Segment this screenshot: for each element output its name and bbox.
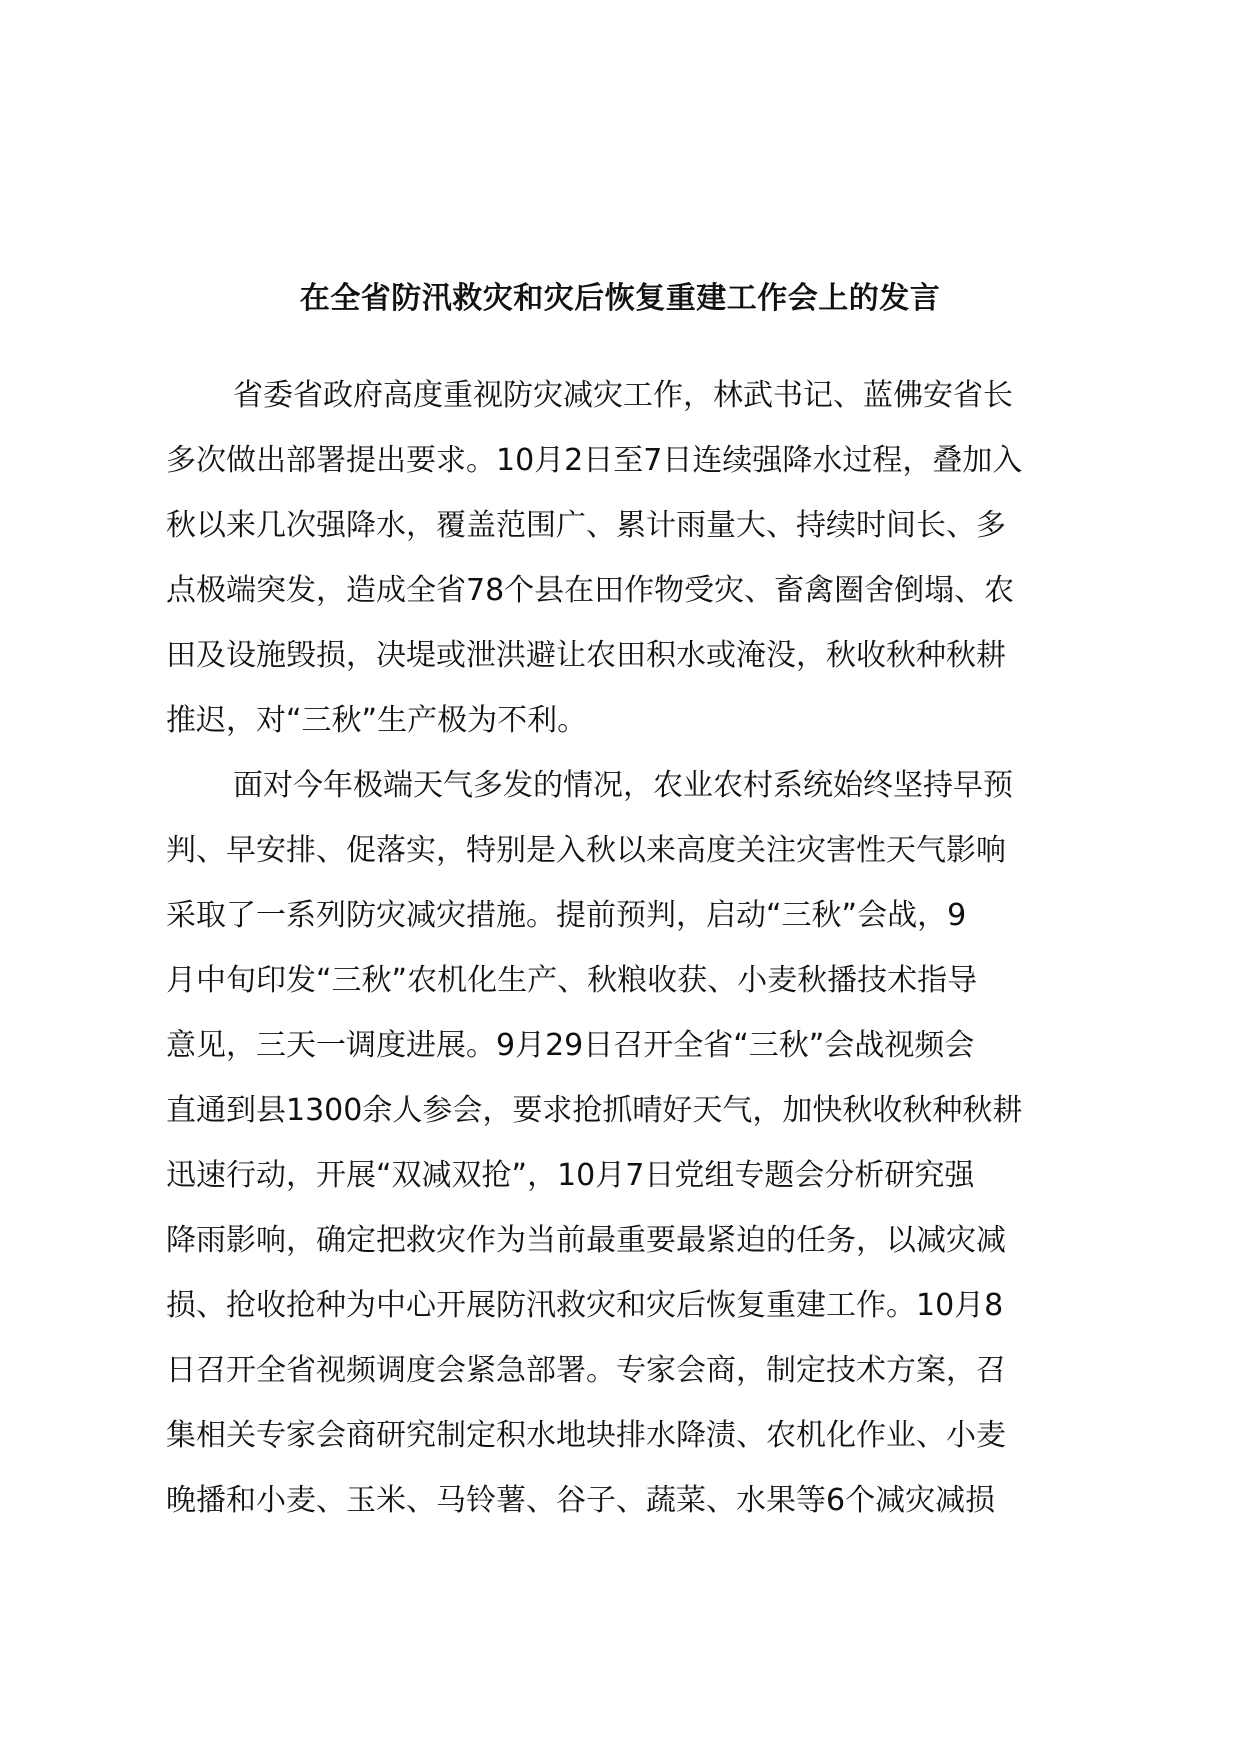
paragraph-line: 直通到县1300余人参会，要求抢抓晴好天气，加快秋收秋种秋耕 <box>166 1093 1023 1128</box>
paragraph-line: 意见，三天一调度进展。9月29日召开全省“三秋”会战视频会 <box>166 1028 975 1063</box>
paragraph-line: 采取了一系列防灾减灾措施。提前预判，启动“三秋”会战，9 <box>166 898 967 933</box>
paragraph-line: 迅速行动，开展“双减双抢”，10月7日党组专题会分析研究强 <box>166 1158 975 1193</box>
paragraph-line: 晚播和小麦、玉米、马铃薯、谷子、蔬菜、水果等6个减灾减损 <box>166 1483 996 1518</box>
paragraph-line: 降雨影响，确定把救灾作为当前最重要最紧迫的任务，以减灾减 <box>166 1223 1006 1258</box>
paragraph-line: 集相关专家会商研究制定积水地块排水降渍、农机化作业、小麦 <box>166 1418 1006 1453</box>
paragraph-line: 推迟，对“三秋”生产极为不利。 <box>166 703 588 738</box>
paragraph-line: 田及设施毁损，决堤或泄洪避让农田积水或淹没，秋收秋种秋耕 <box>166 638 1006 673</box>
paragraph-line: 损、抢收抢种为中心开展防汛救灾和灾后恢复重建工作。10月8 <box>166 1288 1004 1323</box>
paragraph-line: 点极端突发，造成全省78个县在田作物受灾、畜禽圈舍倒塌、农 <box>166 573 1015 608</box>
paragraph-line: 判、早安排、促落实，特别是入秋以来高度关注灾害性天气影响 <box>166 833 1006 868</box>
paragraph-line: 面对今年极端天气多发的情况，农业农村系统始终坚持早预 <box>233 768 1013 803</box>
paragraph-line: 月中旬印发“三秋”农机化生产、秋粮收获、小麦秋播技术指导 <box>166 963 978 998</box>
paragraph-line: 省委省政府高度重视防灾减灾工作，林武书记、蓝佛安省长 <box>233 378 1013 413</box>
paragraph-line: 日召开全省视频调度会紧急部署。专家会商，制定技术方案，召 <box>166 1353 1006 1388</box>
paragraph-line: 多次做出部署提出要求。10月2日至7日连续强降水过程，叠加入 <box>166 443 1023 478</box>
document-title: 在全省防汛救灾和灾后恢复重建工作会上的发言 <box>299 281 941 316</box>
paragraph-line: 秋以来几次强降水，覆盖范围广、累计雨量大、持续时间长、多 <box>166 508 1006 543</box>
